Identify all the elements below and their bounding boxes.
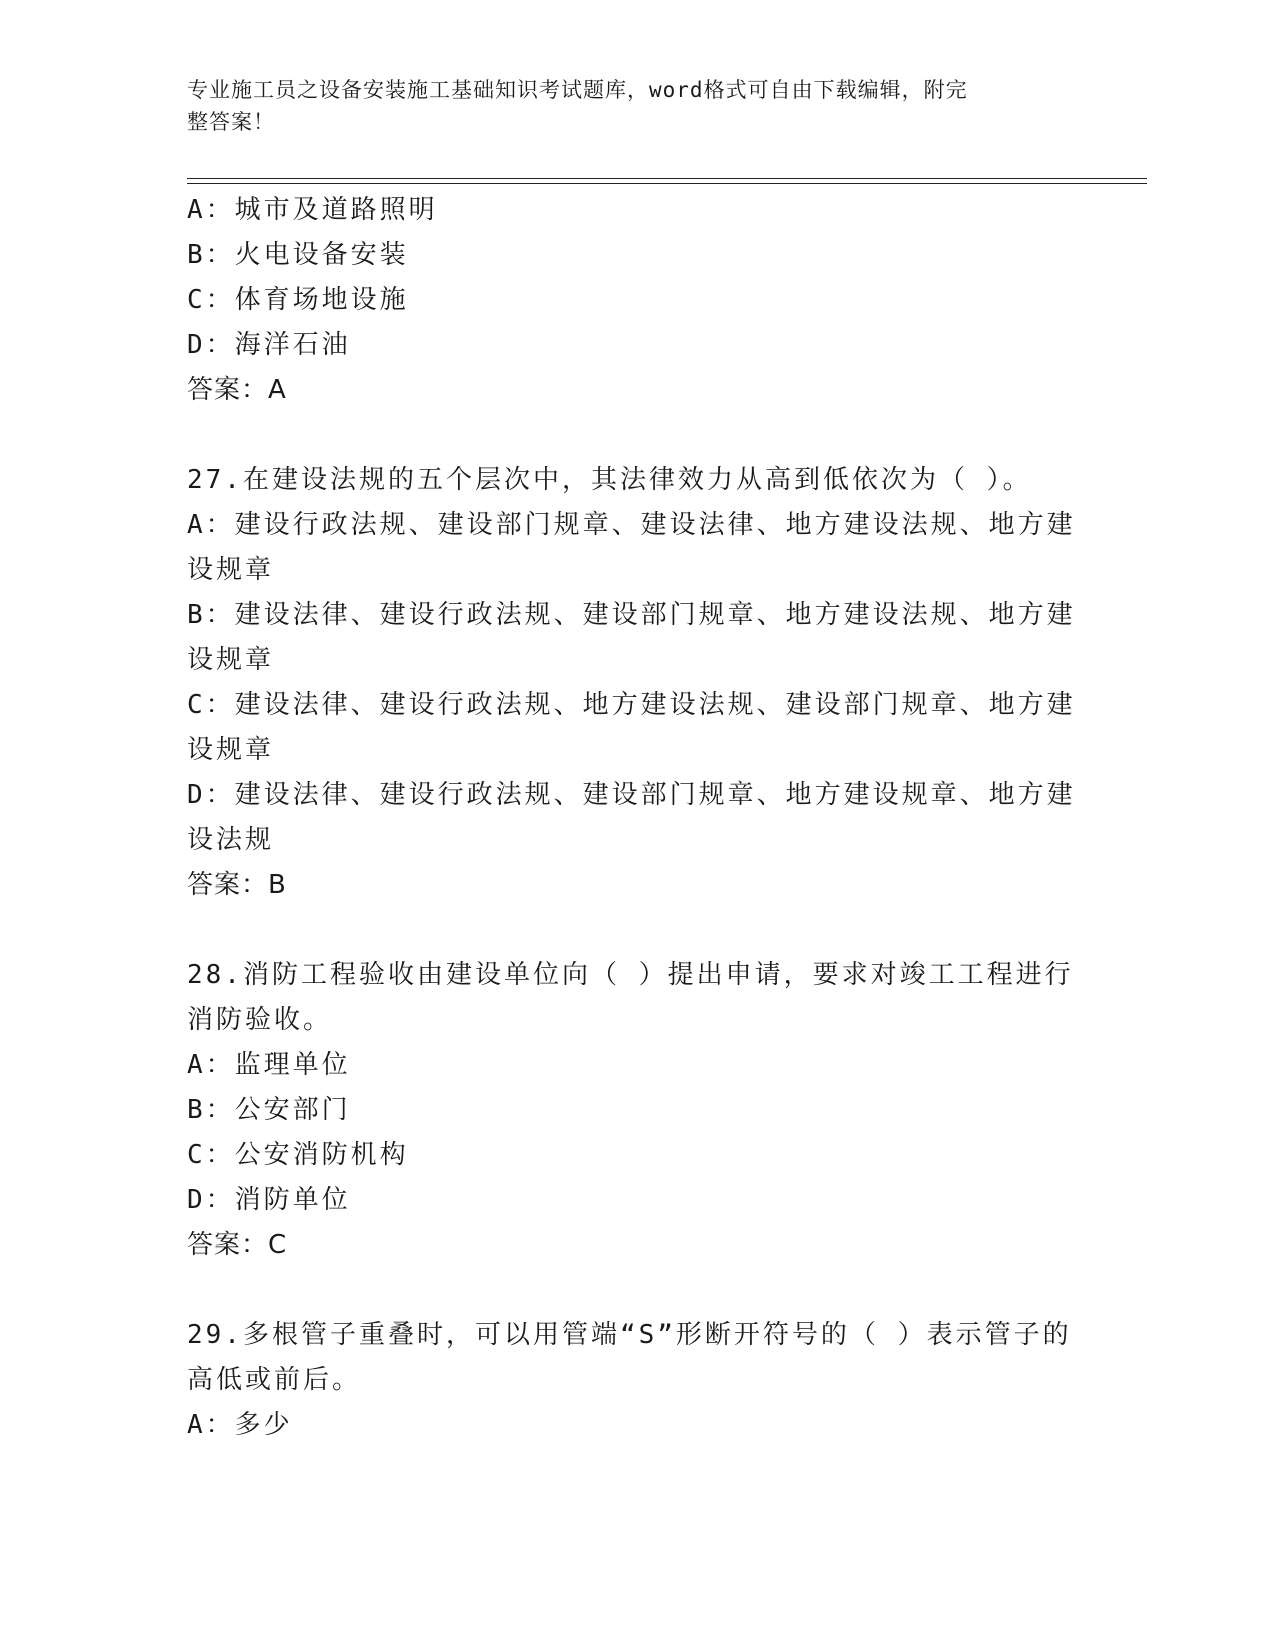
question-stem: 27.在建设法规的五个层次中，其法律效力从高到低依次为（ ）。: [187, 465, 1032, 495]
option-a: A：监理单位: [187, 1050, 351, 1080]
option-b: B：火电设备安装: [187, 240, 409, 270]
option-a: A：建设行政法规、建设部门规章、建设法律、地方建设法规、地方建: [187, 510, 1076, 540]
option-c: C：公安消防机构: [187, 1140, 409, 1170]
question-stem-cont: 高低或前后。: [187, 1365, 362, 1395]
option-a: A：城市及道路照明: [187, 195, 438, 225]
question-26: [187, 188, 1087, 413]
option-d: D：建设法律、建设行政法规、建设部门规章、地方建设规章、地方建: [187, 780, 1076, 810]
document-header: [187, 74, 1067, 138]
question-stem: 29.多根管子重叠时，可以用管端“S”形断开符号的（ ）表示管子的: [187, 1320, 1072, 1350]
option-c: C：体育场地设施: [187, 285, 409, 315]
spacer: [187, 1268, 1087, 1313]
question-stem: 28.消防工程验收由建设单位向（ ）提出申请，要求对竣工工程进行: [187, 960, 1074, 990]
option-b: B：公安部门: [187, 1095, 351, 1125]
spacer: [187, 413, 1087, 458]
answer: 答案：A: [187, 375, 287, 405]
option-d: D：海洋石油: [187, 330, 351, 360]
option-b-cont: 设规章: [187, 645, 275, 675]
option-a-cont: 设规章: [187, 555, 275, 585]
spacer: [187, 908, 1087, 953]
header-divider: [187, 178, 1147, 184]
option-b: B：建设法律、建设行政法规、建设部门规章、地方建设法规、地方建: [187, 600, 1076, 630]
question-29: [187, 1313, 1087, 1448]
question-stem-cont: 消防验收。: [187, 1005, 333, 1035]
answer: 答案：B: [187, 870, 287, 900]
option-c: C：建设法律、建设行政法规、地方建设法规、建设部门规章、地方建: [187, 690, 1076, 720]
question-list: [187, 188, 1087, 1448]
answer: 答案：C: [187, 1230, 288, 1260]
question-27: [187, 458, 1087, 908]
option-a: A：多少: [187, 1410, 293, 1440]
header-line-1: 专业施工员之设备安装施工基础知识考试题库，word格式可自由下载编辑，附完: [187, 78, 968, 102]
option-c-cont: 设规章: [187, 735, 275, 765]
header-line-2: 整答案！: [187, 110, 275, 134]
question-28: [187, 953, 1087, 1268]
option-d-cont: 设法规: [187, 825, 275, 855]
option-d: D：消防单位: [187, 1185, 351, 1215]
